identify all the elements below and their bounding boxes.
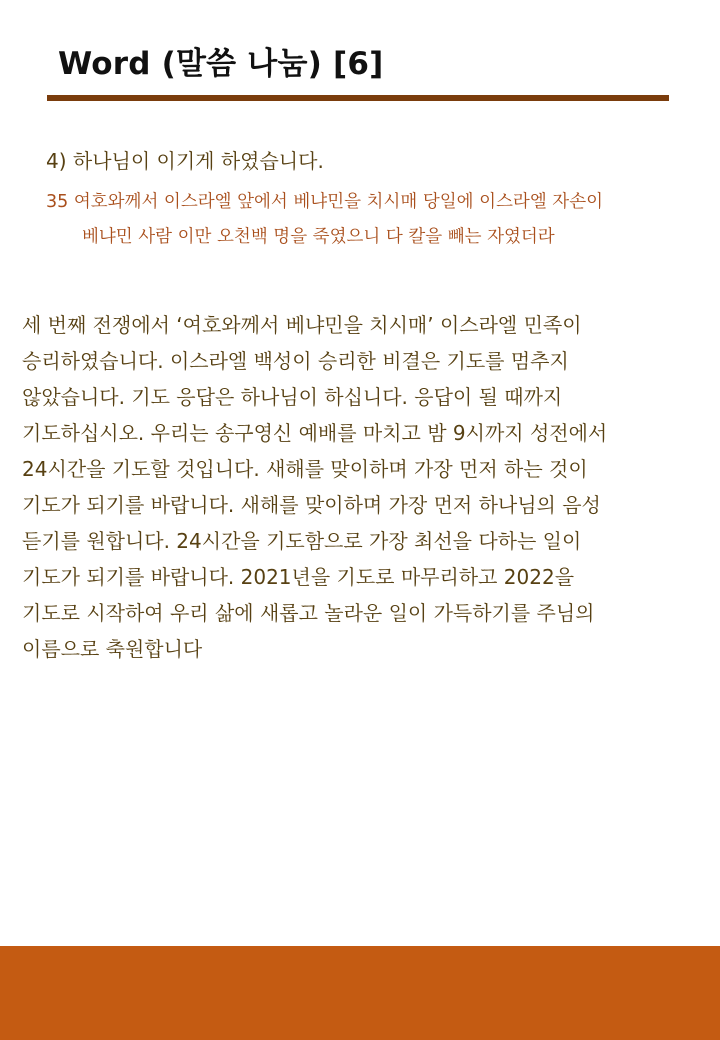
scripture-verse [46, 185, 676, 255]
section-subheading: 4) 하나님이 이기게 하였습니다. [46, 149, 324, 173]
body-line: 기도가 되기를 바랍니다. 새해를 맞이하며 가장 먼저 하나님의 음성 [22, 493, 601, 517]
title-divider [47, 95, 669, 101]
body-line: 기도가 되기를 바랍니다. 2021년을 기도로 마무리하고 2022을 [22, 565, 575, 589]
body-line: 이름으로 축원합니다 [22, 637, 203, 661]
page-title: Word (말씀 나눔) [6] [58, 46, 384, 82]
body-line: 기도하십시오. 우리는 송구영신 예배를 마치고 밤 9시까지 성전에서 [22, 421, 608, 445]
verse-line: 35 여호와께서 이스라엘 앞에서 베냐민을 치시매 당일에 이스라엘 자손이 [46, 192, 604, 212]
body-line: 승리하였습니다. 이스라엘 백성이 승리한 비결은 기도를 멈추지 [22, 349, 569, 373]
body-line: 듣기를 원합니다. 24시간을 기도함으로 가장 최선을 다하는 일이 [22, 529, 582, 553]
body-line: 기도로 시작하여 우리 삶에 새롭고 놀라운 일이 가득하기를 주님의 [22, 601, 595, 625]
verse-line: 베냐민 사람 이만 오천백 명을 죽였으니 다 칼을 빼는 자였더라 [82, 227, 555, 247]
body-line: 않았습니다. 기도 응답은 하나님이 하십니다. 응답이 될 때까지 [22, 385, 563, 409]
body-line: 24시간을 기도할 것입니다. 새해를 맞이하며 가장 먼저 하는 것이 [22, 457, 588, 481]
body-line: 세 번째 전쟁에서 ‘여호와께서 베냐민을 치시매’ 이스라엘 민족이 [22, 313, 582, 337]
footer-bar [0, 946, 720, 1040]
body-paragraph [22, 307, 702, 667]
